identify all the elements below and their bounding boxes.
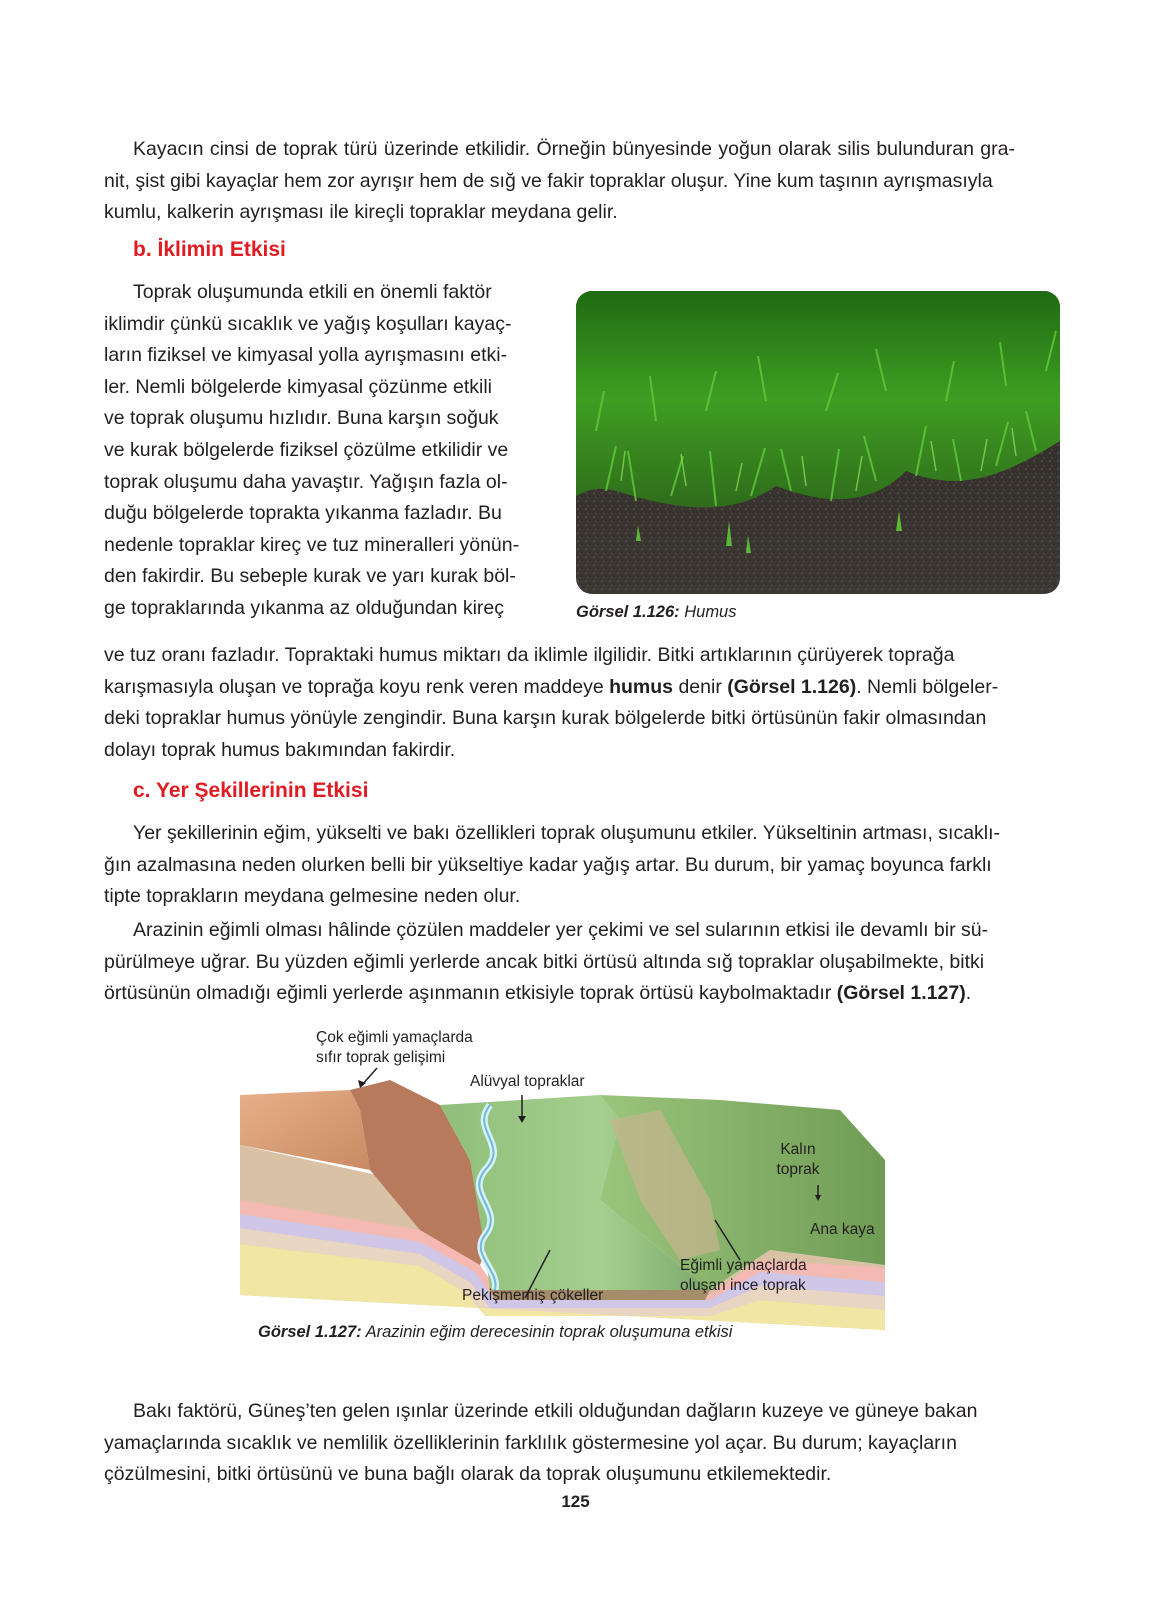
label-line: toprak <box>776 1161 820 1178</box>
text-span: . Nemli bölgeler- <box>856 675 999 698</box>
figure-reference: (Görsel 1.127) <box>836 982 966 1005</box>
text-line <box>104 672 1015 704</box>
label-steep-slopes <box>316 1028 473 1068</box>
aspect-paragraph <box>104 1396 1015 1491</box>
text-line: Kayacın cinsi de toprak türü üzerinde etkilidir. Örneğin bünyesinde yoğun olarak silis bulunduran gra- <box>133 138 1015 160</box>
caption-label: Görsel 1.126: <box>576 603 680 621</box>
text-line: Arazinin eğimli olması hâlinde çözülen maddeler yer çekimi ve sel sularının etkisi ile devamlı bir sü- <box>133 919 989 941</box>
text-line: ve toprak oluşumu hızlıdır. Buna karşın soğuk <box>104 407 499 430</box>
humus-photo <box>576 291 1060 594</box>
text-line: toprak oluşumu daha yavaştır. Yağışın fazla ol- <box>104 470 508 493</box>
text-span: örtüsünün olmadığı eğimli yerlerde aşınmanın etkisiyle toprak örtüsü kaybolmaktadır <box>104 982 837 1005</box>
text-line: tipte toprakların meydana gelmesine neden olur. <box>104 885 521 908</box>
term-humus: humus <box>609 675 674 698</box>
section-heading-landforms: c. Yer Şekillerinin Etkisi <box>133 779 369 802</box>
figure-reference: (Görsel 1.126) <box>727 675 857 698</box>
text-line: pürülmeye uğrar. Bu yüzden eğimli yerlerde ancak bitki örtüsü altında sığ topraklar oluşabilmekte, bitki <box>104 950 985 973</box>
label-thick-soil <box>776 1140 820 1180</box>
diagram-caption <box>258 1323 732 1342</box>
text-line: Bakı faktörü, Güneş’ten gelen ışınlar üzerinde etkili olduğundan dağların kuzeye ve güneye bakan <box>133 1400 978 1422</box>
caption-text: Arazinin eğim derecesinin toprak oluşumuna etkisi <box>361 1323 733 1341</box>
text-line: deki topraklar humus yönüyle zengindir. Buna karşın kurak bölgelerde bitki örtüsünün fakir olmasından <box>104 707 987 730</box>
landforms-paragraph-2 <box>104 915 1015 1010</box>
text-line: çözülmesini, bitki örtüsünü ve buna bağlı olarak da toprak oluşumunu etkilemektedir. <box>104 1463 832 1486</box>
landforms-paragraph-1 <box>104 818 1015 913</box>
climate-paragraph-narrow <box>104 277 524 625</box>
humus-caption <box>576 603 737 622</box>
text-line: nit, şist gibi kayaçlar hem zor ayrışır hem de sığ ve fakir topraklar oluşur. Yine kum taşının ayrışmasıyla <box>104 169 993 192</box>
slope-soil-diagram <box>240 1029 920 1370</box>
label-bedrock: Ana kaya <box>810 1221 875 1238</box>
text-line: ların fiziksel ve kimyasal yolla ayrışmasını etki- <box>104 344 508 367</box>
caption-label: Görsel 1.127: <box>258 1323 362 1341</box>
section-heading-climate: b. İklimin Etkisi <box>133 238 286 261</box>
page-number: 125 <box>561 1492 590 1511</box>
text-line <box>104 978 1015 1010</box>
text-line: iklimdir çünkü sıcaklık ve yağış koşulları kayaç- <box>104 312 512 335</box>
text-line: dolayı toprak humus bakımından fakirdir. <box>104 738 456 761</box>
label-line: oluşan ince toprak <box>680 1277 806 1294</box>
text-span: karışmasıyla oluşan ve toprağa koyu renk veren maddeye <box>104 675 610 698</box>
text-line: ler. Nemli bölgelerde kimyasal çözünme etkili <box>104 375 492 398</box>
text-line: nedenle topraklar kireç ve tuz mineralleri yönün- <box>104 533 520 556</box>
label-line: Eğimli yamaçlarda <box>680 1257 807 1274</box>
label-alluvial: Alüvyal topraklar <box>470 1073 585 1090</box>
label-sediments: Pekişmemiş çökeller <box>462 1287 604 1304</box>
text-line: yamaçlarında sıcaklık ve nemlilik özelliklerinin farklılık göstermesine yol açar. Bu durum; kayaçların <box>104 1431 957 1454</box>
text-line: kumlu, kalkerin ayrışması ile kireçli topraklar meydana gelir. <box>104 201 618 224</box>
label-line: sıfır toprak gelişimi <box>316 1049 446 1066</box>
text-line: ve tuz oranı fazladır. Topraktaki humus miktarı da iklimle ilgilidir. Bitki artıklarının çürüyerek toprağa <box>104 644 955 666</box>
intro-paragraph <box>104 134 1015 229</box>
text-line: ve kurak bölgelerde fiziksel çözülme etkilidir ve <box>104 438 509 461</box>
label-line: Kalın <box>780 1141 816 1158</box>
text-span: denir <box>673 675 728 698</box>
text-line: ğın azalmasına neden olurken belli bir yükseltiye kadar yağış artar. Bu durum, bir yamaç boyunca farklı <box>104 853 992 876</box>
climate-paragraph-wide <box>104 640 1015 766</box>
caption-text: Humus <box>679 603 737 621</box>
text-span: . <box>965 982 972 1005</box>
text-line: ge topraklarında yıkanma az olduğundan kireç <box>104 596 504 619</box>
text-line: duğu bölgelerde toprakta yıkanma fazladır. Bu <box>104 502 502 525</box>
text-line: Toprak oluşumunda etkili en önemli faktör <box>133 281 492 303</box>
label-thin-soil <box>680 1256 807 1296</box>
label-line: Çok eğimli yamaçlarda <box>316 1029 473 1046</box>
text-line: Yer şekillerinin eğim, yükselti ve bakı özellikleri toprak oluşumunu etkiler. Yükseltinin artması, sıcaklı- <box>133 822 1001 844</box>
text-line: den fakirdir. Bu sebeple kurak ve yarı kurak böl- <box>104 565 516 588</box>
